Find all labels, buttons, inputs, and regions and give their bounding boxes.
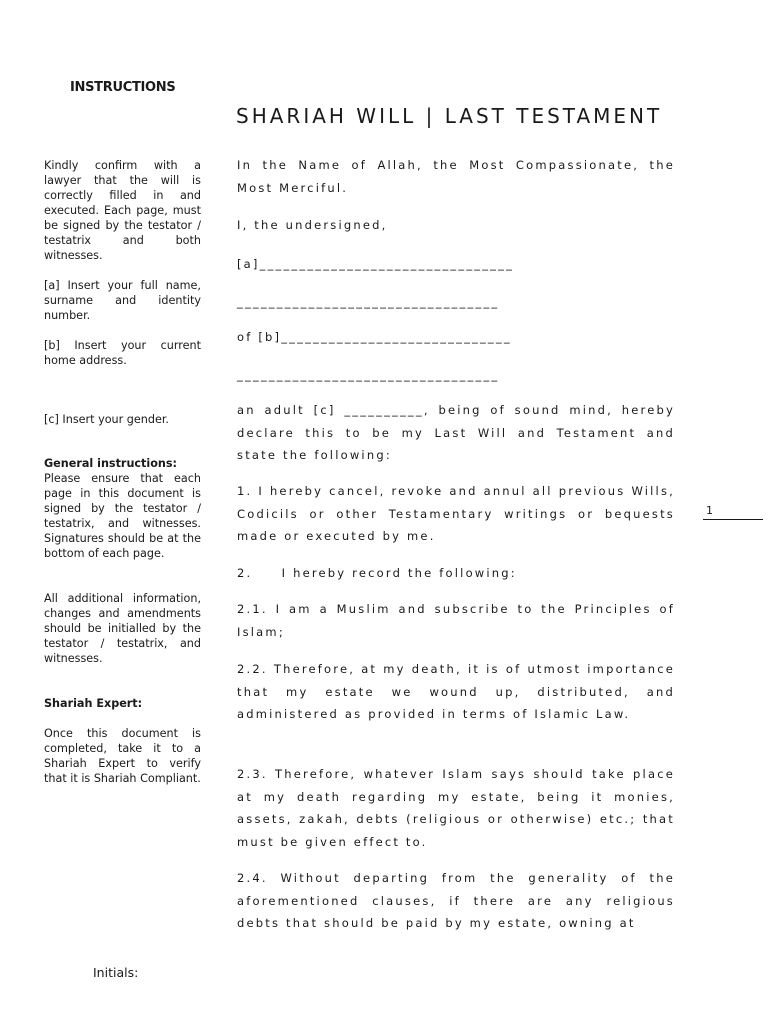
field-a-name: [a]________________________________: [237, 257, 515, 271]
shariah-expert-heading: [44, 696, 201, 711]
clause-1: 1. I hereby cancel, revoke and annul all previous Wills, Codicils or other Testamentary writings or bequests made or executed by me.: [237, 484, 675, 543]
clause-2-4: 2.4. Without departing from the generality of the aforementioned clauses, if there are any religious debts that should be paid by my estate, owning at: [237, 871, 675, 930]
page-number-underline: [703, 519, 763, 520]
clause-2-2: 2.2. Therefore, at my death, it is of utmost importance that my estate we wound up, distributed, and administered as provided in terms of Islamic Law.: [237, 662, 675, 721]
general-instructions-heading: General instructions:: [44, 457, 178, 470]
undersigned: I, the undersigned,: [237, 218, 388, 232]
additional-instructions: All additional information, changes and amendments should be initialled by the testator / testatrix, and witnesses.: [44, 592, 201, 665]
clause-2: 2. I hereby record the following:: [237, 566, 517, 580]
shariah-expert-text: Once this document is completed, take it to a Shariah Expert to verify that it is Shariah Compliant.: [44, 727, 201, 785]
general-instructions: [44, 456, 201, 561]
shariah-expert-heading-text: Shariah Expert:: [44, 697, 143, 710]
clause-2-1: 2.1. I am a Muslim and subscribe to the Principles of Islam;: [237, 602, 675, 639]
initials-label: Initials:: [93, 965, 139, 980]
instructions-intro: Kindly confirm with a lawyer that the will is correctly filled in and executed. Each page, must be signed by the testator / testatrix and both witnesses.: [44, 159, 201, 262]
clause-2-3: 2.3. Therefore, whatever Islam says should take place at my death regarding my estate, being it monies, assets, zakah, debts (religious or otherwise) etc.; that must be given effect to.: [237, 767, 675, 849]
general-instructions-text: Please ensure that each page in this document is signed by the testator / testatrix, and witnesses. Signatures should be at the bottom of each page.: [44, 472, 201, 560]
invocation: In the Name of Allah, the Most Compassionate, the Most Merciful.: [237, 158, 675, 195]
document-title: SHARIAH WILL | LAST TESTAMENT: [236, 104, 663, 128]
instructions-heading: INSTRUCTIONS: [70, 80, 176, 95]
instruction-note-a: [a] Insert your full name, surname and identity number.: [44, 279, 201, 322]
declaration: an adult [c] __________, being of sound mind, hereby declare this to be my Last Will and Testament and state the following:: [237, 403, 675, 462]
page-number: 1: [706, 504, 713, 517]
field-b-continuation: _________________________________: [237, 368, 500, 382]
field-b-address: of [b]_____________________________: [237, 330, 512, 344]
field-a-continuation: _________________________________: [237, 295, 500, 309]
instruction-note-b: [b] Insert your current home address.: [44, 339, 201, 367]
instruction-note-c: [c] Insert your gender.: [44, 413, 169, 426]
